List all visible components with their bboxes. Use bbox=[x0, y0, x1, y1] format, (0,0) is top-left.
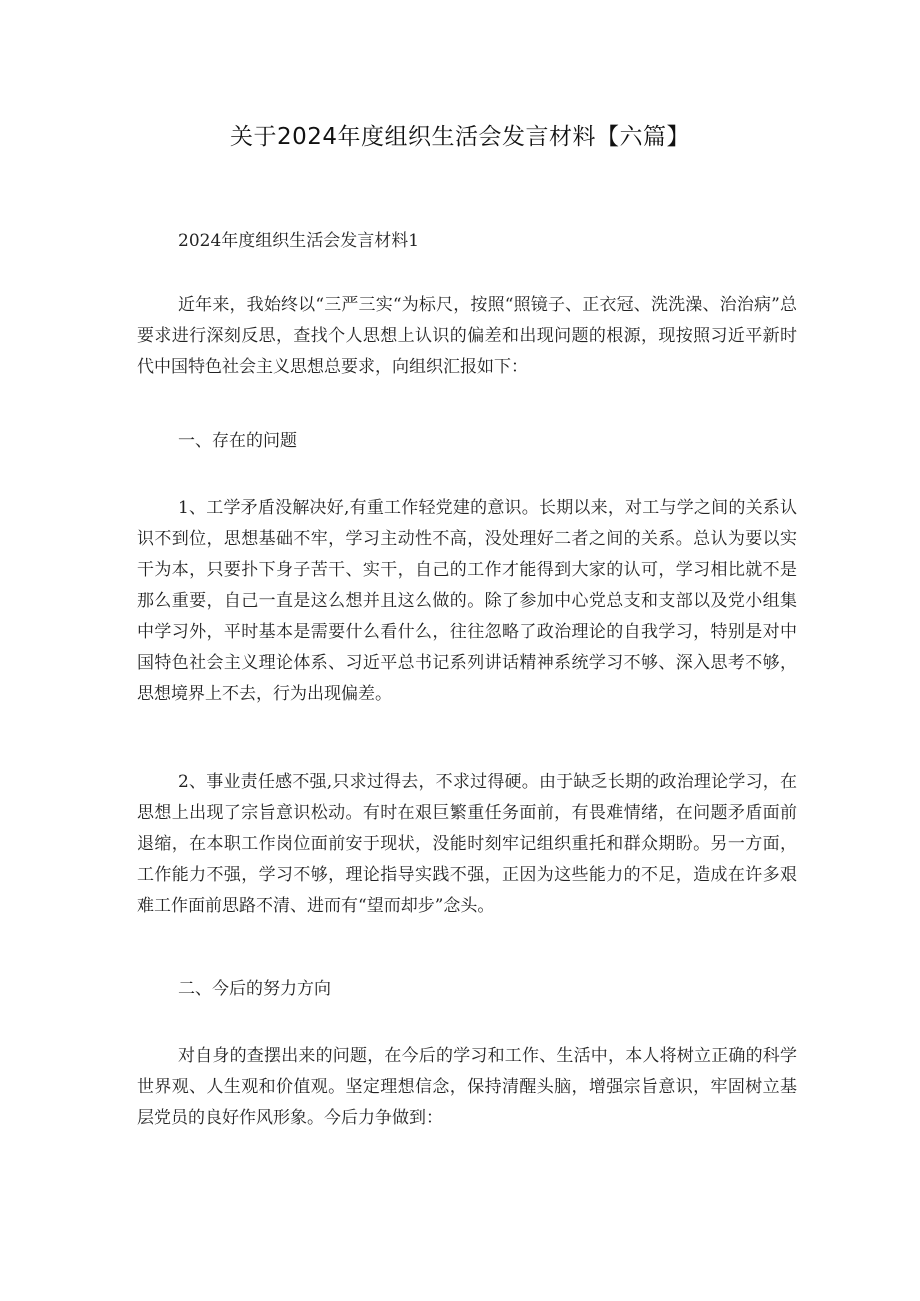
problem-item-1: 1、工学矛盾没解决好,有重工作轻党建的意识。长期以来，对工与学之间的关系认识不到位，思想基础不牢，学习主动性不高，没处理好二者之间的关系。总认为要以实干为本，只要扑下身子苦干、实干，自己的工作才能得到大家的认可，学习相比就不是那么重要，自己一直是这么想并且这么做的。除了参加中心党总支和支部以及党小组集中学习外，平时基本是需要什么看什么，往往忽略了政治理论的自我学习，特别是对中国特色社会主义理论体系、习近平总书记系列讲话精神系统学习不够、深入思考不够，思想境界上不去，行为出现偏差。 bbox=[137, 498, 797, 704]
problem-item-2: 2、事业责任感不强,只求过得去，不求过得硬。由于缺乏长期的政治理论学习，在思想上出现了宗旨意识松动。有时在艰巨繁重任务面前，有畏难情绪，在问题矛盾面前退缩，在本职工作岗位面前安于现状，没能时刻牢记组织重托和群众期盼。另一方面，工作能力不强，学习不够，理论指导实践不强，正因为这些能力的不足，造成在许多艰难工作面前思路不清、进而有“望而却步”念头。 bbox=[137, 772, 797, 916]
document-subtitle: 2024年度组织生活会发言材料1 bbox=[178, 231, 420, 251]
section-heading-problems: 一、存在的问题 bbox=[178, 431, 297, 451]
document-title: 关于2024年度组织生活会发言材料【六篇】 bbox=[229, 124, 691, 150]
closing-paragraph: 对自身的查摆出来的问题，在今后的学习和工作、生活中，本人将树立正确的科学世界观、人生观和价值观。坚定理想信念，保持清醒头脑，增强宗旨意识，牢固树立基层党员的良好作风形象。今后力争做到： bbox=[137, 1046, 797, 1128]
intro-paragraph: 近年来，我始终以“三严三实“为标尺，按照“照镜子、正衣冠、洗洗澡、治治病”总要求进行深刻反思，查找个人思想上认识的偏差和出现问题的根源，现按照习近平新时代中国特色社会主义思想总要求，向组织汇报如下： bbox=[137, 295, 797, 377]
section-heading-direction: 二、今后的努力方向 bbox=[178, 979, 331, 999]
